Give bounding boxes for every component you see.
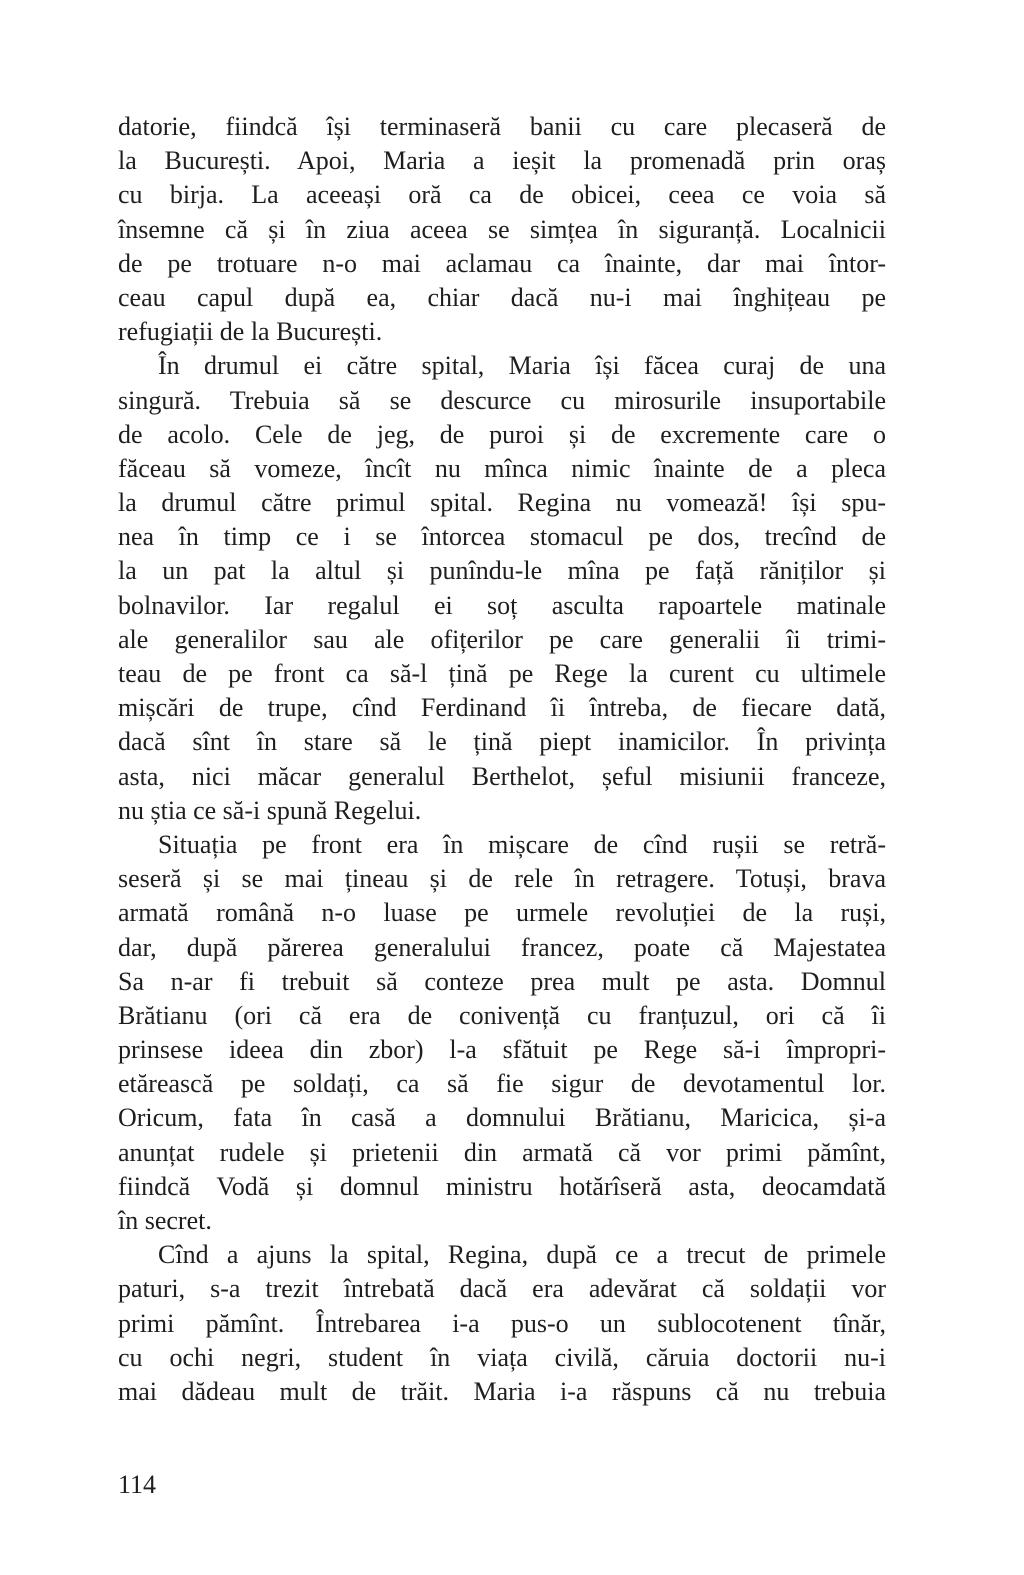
text-line: la un pat la altul și punîndu-le mîna pe față răniților și: [118, 556, 886, 586]
text-line: asta, nici măcar generalul Berthelot, șeful misiunii franceze,: [118, 761, 886, 791]
page-body-text: [118, 110, 886, 1409]
text-line: de pe trotuare n-o mai aclamau ca înainte, dar mai întor-: [118, 248, 886, 278]
text-line: Brătianu (ori că era de conivență cu franțuzul, ori că îi: [118, 1000, 886, 1030]
text-line: primi pămînt. Întrebarea i-a pus-o un sublocotenent tînăr,: [118, 1308, 886, 1338]
text-line: mișcări de trupe, cînd Ferdinand îi întreba, de fiecare dată,: [118, 693, 886, 723]
text-line: dacă sînt în stare să le țină piept inamicilor. În privința: [118, 727, 886, 757]
text-line: Situația pe front era în mișcare de cînd rușii se retră-: [158, 829, 886, 859]
text-line: bolnavilor. Iar regalul ei soț asculta rapoartele matinale: [118, 590, 886, 620]
text-line: mai dădeau mult de trăit. Maria i-a răspuns că nu trebuia: [118, 1376, 886, 1406]
page-number: 114: [118, 1470, 157, 1499]
text-line: dar, după părerea generalului francez, poate că Majestatea: [118, 932, 886, 962]
text-line: ale generalilor sau ale ofițerilor pe care generalii îi trimi-: [118, 624, 886, 654]
text-line: refugiații de la București.: [118, 317, 383, 347]
text-line: la drumul către primul spital. Regina nu vomează! își spu-: [118, 488, 886, 518]
text-line: datorie, fiindcă își terminaseră banii cu care plecaseră de: [118, 112, 886, 141]
text-line: la București. Apoi, Maria a ieșit la promenadă prin oraș: [118, 146, 886, 176]
text-line: nu știa ce să-i spună Regelui.: [118, 795, 422, 825]
text-line: însemne că și în ziua aceea se simțea în siguranță. Localnicii: [118, 214, 886, 244]
text-line: în secret.: [118, 1206, 212, 1235]
text-line: etărească pe soldați, ca să fie sigur de devotamentul lor.: [118, 1069, 886, 1099]
text-line: armată română n-o luase pe urmele revoluției de la ruși,: [118, 898, 886, 928]
text-line: fiindcă Vodă și domnul ministru hotărîseră asta, deocamdată: [118, 1171, 886, 1201]
text-line: cu birja. La aceeași oră ca de obicei, ceea ce voia să: [118, 180, 886, 210]
text-line: seseră și se mai țineau și de rele în retragere. Totuși, brava: [118, 864, 886, 894]
text-line: nea în timp ce i se întorcea stomacul pe dos, trecînd de: [118, 522, 886, 552]
text-line: anunțat rudele și prietenii din armată că vor primi pămînt,: [118, 1137, 886, 1167]
text-line: Sa n-ar fi trebuit să conteze prea mult pe asta. Domnul: [118, 966, 886, 996]
text-line: ceau capul după ea, chiar dacă nu-i mai înghițeau pe: [118, 282, 886, 312]
text-line: de acolo. Cele de jeg, de puroi și de excremente care o: [118, 419, 886, 449]
text-line: paturi, s-a trezit întrebată dacă era adevărat că soldații vor: [118, 1274, 886, 1304]
text-line: prinsese ideea din zbor) l-a sfătuit pe Rege să-i împropri-: [118, 1035, 886, 1065]
text-line: Oricum, fata în casă a domnului Brătianu, Maricica, și-a: [118, 1103, 886, 1133]
text-line: În drumul ei către spital, Maria își făcea curaj de una: [158, 351, 886, 381]
text-line: Cînd a ajuns la spital, Regina, după ce a trecut de primele: [158, 1240, 886, 1270]
text-line: teau de pe front ca să-l țină pe Rege la curent cu ultimele: [118, 659, 886, 688]
text-line: cu ochi negri, student în viața civilă, căruia doctorii nu-i: [118, 1342, 886, 1372]
text-line: singură. Trebuia să se descurce cu mirosurile insuportabile: [118, 385, 886, 415]
text-line: făceau să vomeze, încît nu mînca nimic înainte de a pleca: [118, 453, 886, 483]
